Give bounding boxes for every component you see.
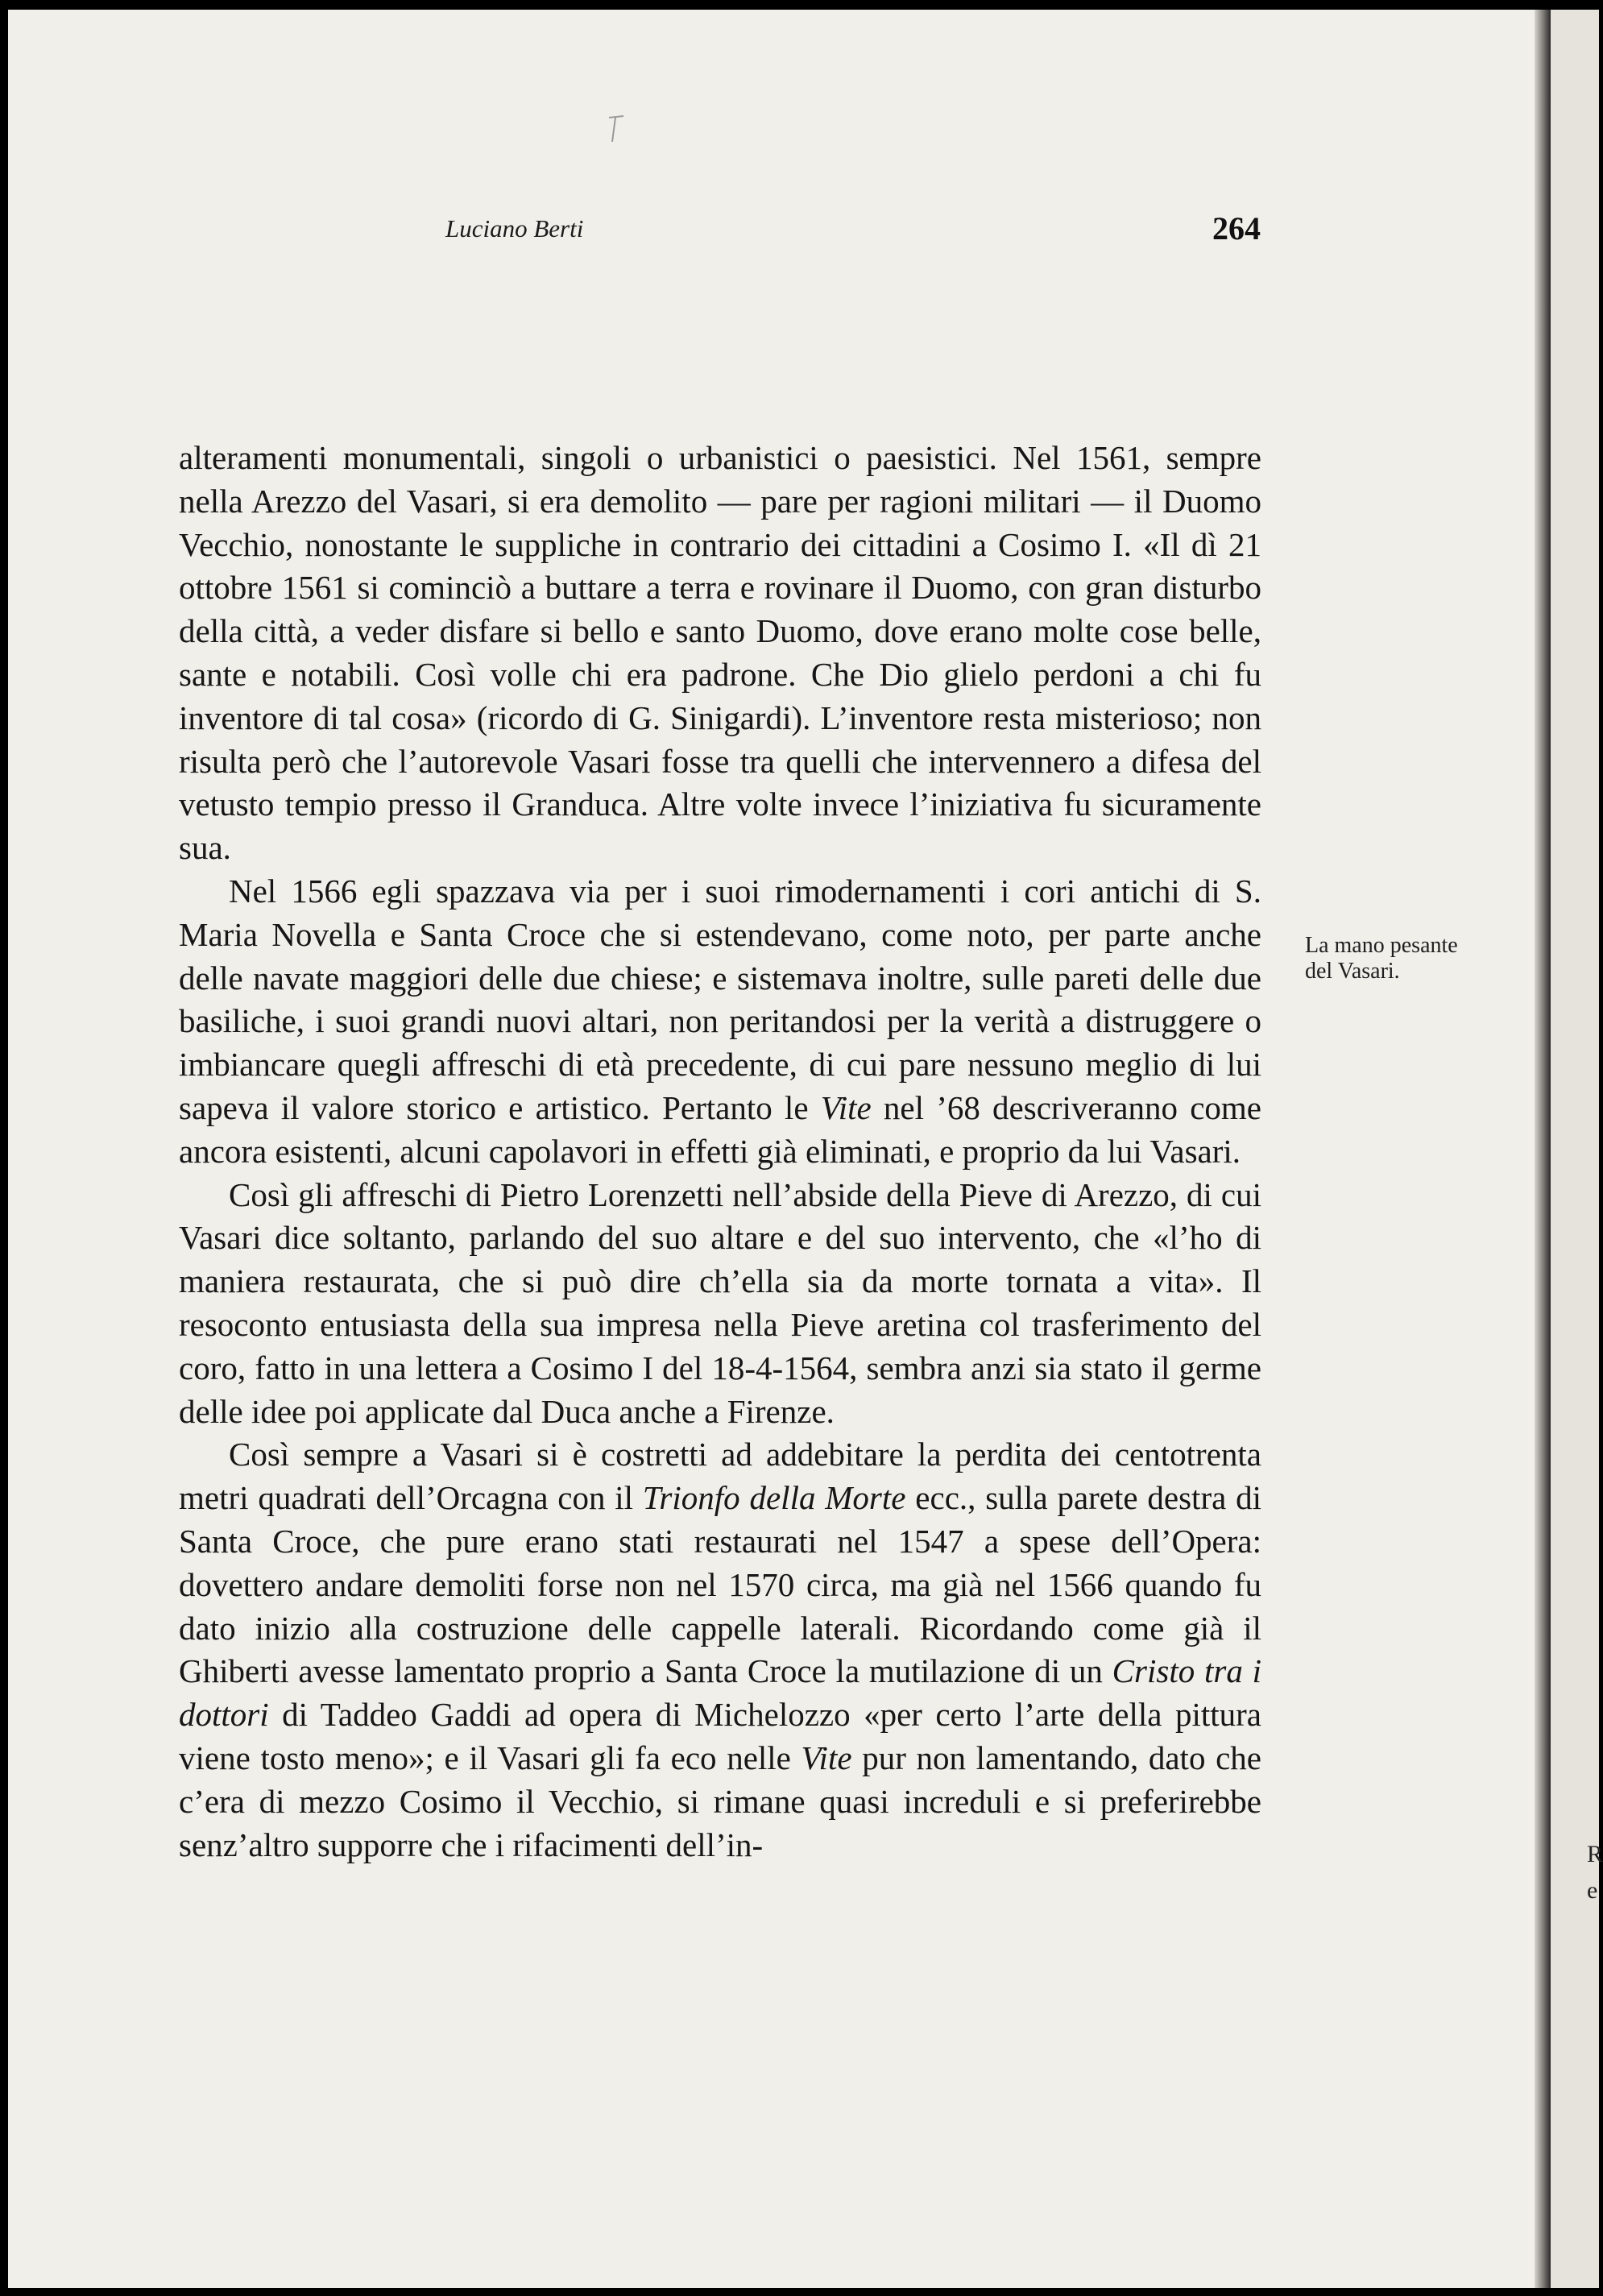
book-gutter — [1535, 10, 1551, 2288]
italic-title: Trionfo della Morte — [642, 1479, 906, 1517]
text-segment: Così sempre a Vasari si è costretti ad addebitare la perdita dei centotrenta metri quadrati dell’Orcagna con il — [179, 1436, 1261, 1517]
paragraph — [179, 437, 1261, 870]
text-segment: nel ’68 descriveranno come ancora esistenti, alcuni capolavori in effetti già eliminati, e proprio da lui Vasari. — [179, 1088, 1261, 1170]
next-page-letter: e — [1587, 1877, 1598, 1904]
text-segment: ecc., sulla parete destra di Santa Croce, che pure erano stati restaurati nel 1547 a spese dell’Opera: dovettero andare demoliti forse non nel 1570 circa, ma già nel 1566 quando fu dato inizio alla costruzione delle cappelle laterali. Ricordando come già il Ghiberti avesse lamentato proprio a Santa Croce la mutilazione di un — [179, 1479, 1261, 1690]
ink-mark — [606, 113, 627, 145]
body-text — [179, 437, 1261, 1867]
italic-title: Vite — [801, 1739, 852, 1776]
paragraph — [179, 1433, 1261, 1867]
italic-title: Vite — [820, 1088, 872, 1126]
page-header — [181, 210, 1261, 255]
next-page-letter: R — [1587, 1841, 1603, 1867]
paragraph — [179, 1174, 1261, 1434]
text-segment: Nel 1566 egli spazzava via per i suoi rimodernamenti i cori antichi di S. Maria Novella e Santa Croce che si estendevano, come noto, per parte anche delle navate maggiori delle due chiese; e sistemava inoltre, sulle pareti delle due basiliche, i suoi grandi nuovi altari, non peritandosi per la verità a distruggere o imbiancare quegli affreschi di età precedente, di cui pare nessuno meglio di lui sapeva il valore storico e artistico. Pertanto le — [179, 872, 1261, 1126]
paragraph — [179, 870, 1261, 1174]
next-page-edge — [1551, 10, 1603, 2288]
text-segment: alteramenti monumentali, singoli o urbanistici o paesistici. Nel 1561, sempre nella Arezzo del Vasari, si era demolito — pare per ragioni militari — il Duomo Vecchio, nonostante le suppliche in contrario dei cittadini a Cosimo I. «Il dì 21 ottobre 1561 si cominciò a buttare a terra e rovinare il Duomo, con gran disturbo della città, a veder disfare si bello e santo Duomo, dove erano molte cose belle, sante e notabili. Così volle chi era padrone. Che Dio glielo perdoni a chi fu inventore di tal cosa» (ricordo di G. Sinigardi). L’inventore resta misterioso; non risulta però che l’autorevole Vasari fosse tra quelli che intervennero a difesa del vetusto tempio presso il Granduca. Altre volte invece l’iniziativa fu sicuramente sua. — [179, 439, 1261, 867]
marginal-note: La mano pesante del Vasari. — [1305, 933, 1458, 984]
text-segment: pur non lamentando, dato che c’era di mezzo Cosimo il Vecchio, si rimane quasi increduli e si preferirebbe senz’altro supporre che i rifacimenti dell’in- — [179, 1739, 1261, 1863]
page-number: 264 — [1212, 210, 1261, 247]
italic-title: Cristo tra i dottori — [179, 1652, 1261, 1734]
running-head-author: Luciano Berti — [445, 214, 584, 242]
text-segment: Così gli affreschi di Pietro Lorenzetti nell’abside della Pieve di Arezzo, di cui Vasari dice soltanto, parlando del suo altare e del suo intervento, che «l’ho di maniera restaurata, che si può dire ch’ella sia da morte tornata a vita». Il resoconto entusiasta della sua impresa nella Pieve aretina col trasferimento del coro, fatto in una lettera a Cosimo I del 18-4-1564, sembra anzi sia stato il germe delle idee poi applicate dal Duca anche a Firenze. — [179, 1175, 1261, 1430]
text-segment: di Taddeo Gaddi ad opera di Michelozzo «per certo l’arte della pittura viene tosto meno»; e il Vasari gli fa eco nelle — [179, 1696, 1261, 1776]
